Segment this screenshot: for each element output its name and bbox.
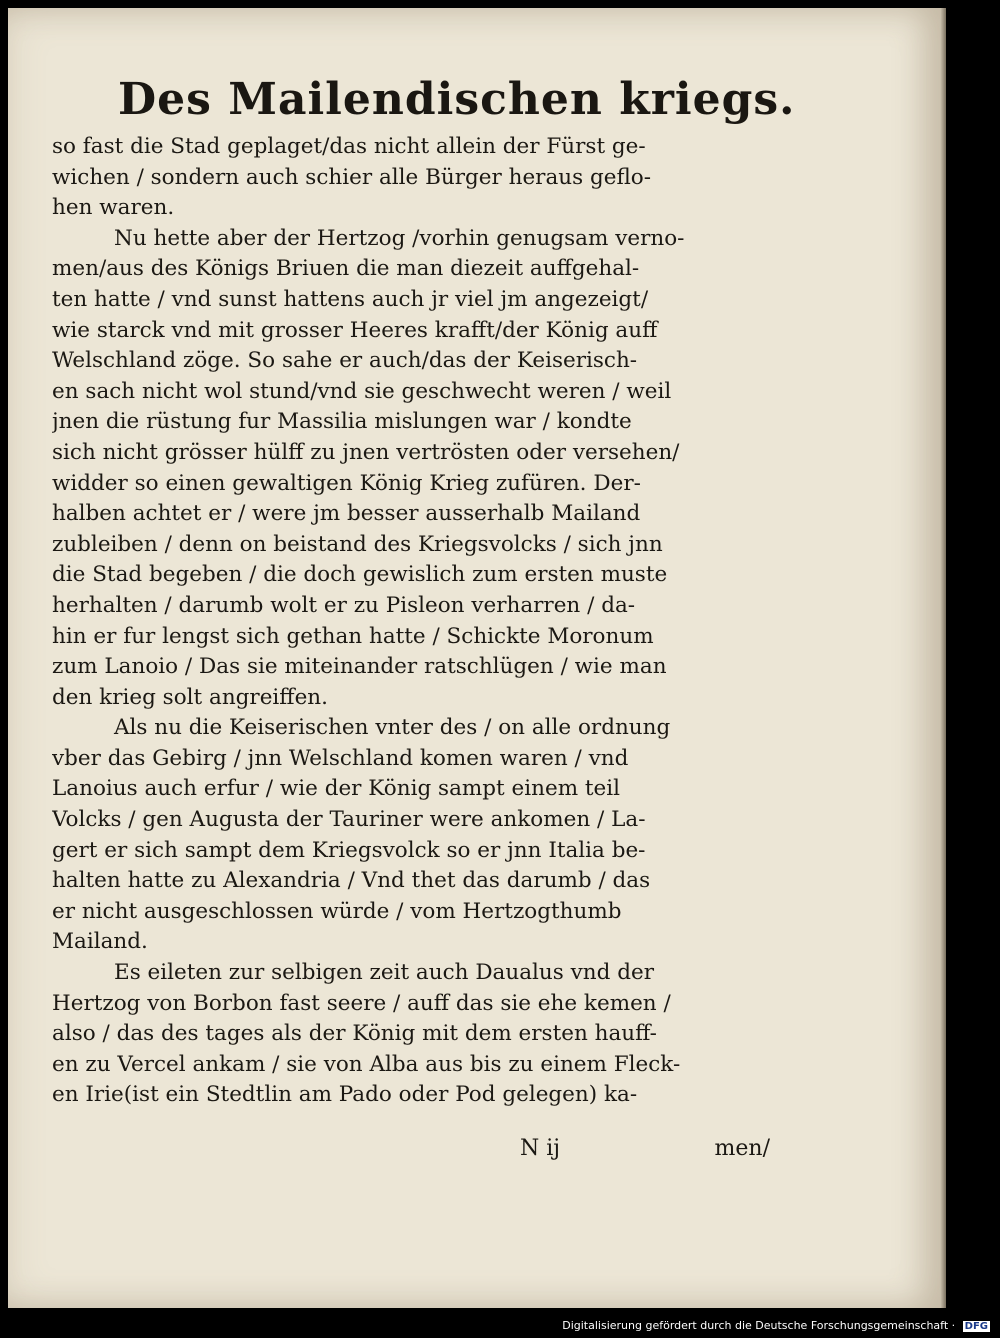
text-line: Mailand. <box>52 929 148 955</box>
text-line: vber das Gebirg / jnn Welschland komen waren / vnd <box>52 745 629 771</box>
text-line: zum Lanoio / Das sie miteinander ratschlügen / wie man <box>52 654 667 680</box>
text-line: den krieg solt angreiffen. <box>52 684 328 710</box>
text-line: herhalten / darumb wolt er zu Pisleon verharren / da- <box>52 592 636 618</box>
text-line: halten hatte zu Alexandria / Vnd thet das darumb / das <box>52 868 651 894</box>
paragraph-3 <box>52 713 772 958</box>
signature-mark: N ij <box>520 1136 561 1161</box>
text-line: Als nu die Keiserischen vnter des / on alle ordnung <box>114 715 671 741</box>
text-line: gert er sich sampt dem Kriegsvolck so er jnn Italia be- <box>52 837 646 863</box>
text-line: zubleiben / denn on beistand des Kriegsvolcks / sich jnn <box>52 531 663 557</box>
text-line: Welschland zöge. So sahe er auch/das der Keiserisch- <box>52 348 638 374</box>
text-line: Lanoius auch erfur / wie der König sampt einem teil <box>52 776 621 802</box>
text-line: en sach nicht wol stund/vnd sie geschwecht weren / weil <box>52 378 672 404</box>
catchword: men/ <box>714 1136 770 1161</box>
text-line: Volcks / gen Augusta der Tauriner were ankomen / La- <box>52 807 646 833</box>
text-line: wichen / sondern auch schier alle Bürger heraus geflo- <box>52 164 652 190</box>
text-line: also / das des tages als der König mit dem ersten hauff- <box>52 1021 657 1047</box>
digitization-credit <box>562 1319 990 1332</box>
text-line: jnen die rüstung fur Massilia mislungen war / kondte <box>52 409 632 435</box>
paragraph-2 <box>52 224 772 714</box>
text-line: Hertzog von Borbon fast seere / auff das sie ehe kemen / <box>52 990 671 1016</box>
text-line: wie starck vnd mit grosser Heeres krafft/der König auff <box>52 317 658 343</box>
page-footer <box>520 1136 770 1166</box>
text-line: en zu Vercel ankam / sie von Alba aus bis zu einem Fleck- <box>52 1051 681 1077</box>
text-line: Es eileten zur selbigen zeit auch Daualus vnd der <box>114 960 654 986</box>
running-head: Des Mailendischen kriegs. <box>118 74 796 125</box>
text-line: widder so einen gewaltigen König Krieg zufüren. Der- <box>52 470 641 496</box>
text-line: hin er fur lengst sich gethan hatte / Schickte Moronum <box>52 623 654 649</box>
text-line: die Stad begeben / die doch gewislich zum ersten muste <box>52 562 668 588</box>
paragraph-4 <box>52 958 772 1111</box>
text-line: men/aus des Königs Briuen die man diezeit auffgehal- <box>52 256 640 282</box>
text-line: er nicht ausgeschlossen würde / vom Hertzogthumb <box>52 898 622 924</box>
text-line: hen waren. <box>52 195 175 221</box>
text-line: sich nicht grösser hülff zu jnen vertrösten oder versehen/ <box>52 439 680 465</box>
dfg-logo: DFG <box>964 1321 988 1332</box>
credit-text: Digitalisierung gefördert durch die Deutsche Forschungsgemeinschaft · <box>562 1319 956 1332</box>
text-line: Nu hette aber der Hertzog /vorhin genugsam verno- <box>114 225 685 251</box>
paragraph-1 <box>52 132 772 224</box>
text-line: en Irie(ist ein Stedtlin am Pado oder Pod gelegen) ka- <box>52 1082 638 1108</box>
text-line: so fast die Stad geplaget/das nicht allein der Fürst ge- <box>52 134 646 159</box>
text-line: ten hatte / vnd sunst hattens auch jr viel jm angezeigt/ <box>52 286 649 312</box>
text-line: halben achtet er / were jm besser ausserhalb Mailand <box>52 501 641 527</box>
page-edge <box>940 8 946 1308</box>
body-text <box>52 132 772 1111</box>
